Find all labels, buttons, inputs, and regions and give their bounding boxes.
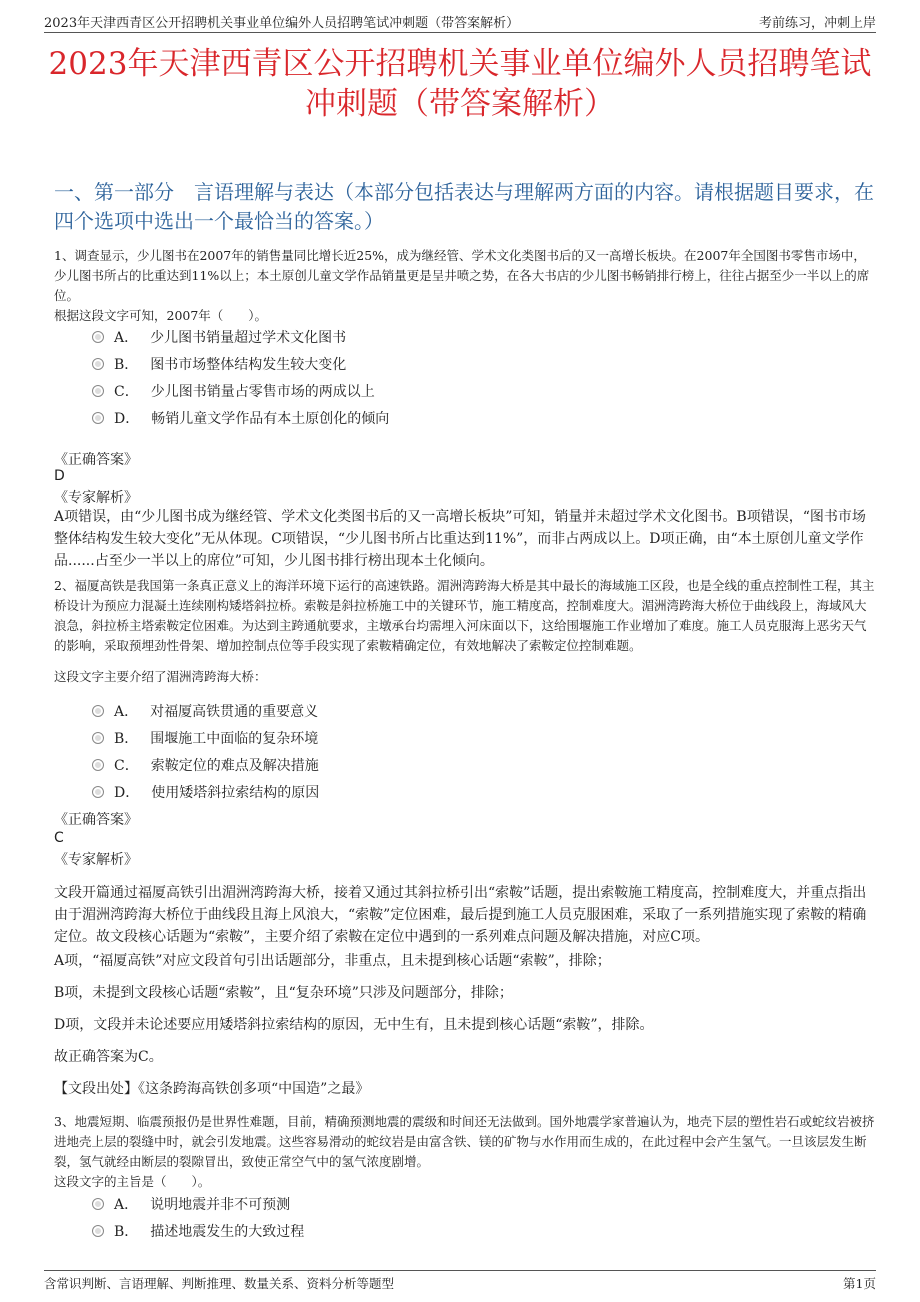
question-2-options	[92, 697, 876, 805]
question-2-analysis-d: D项，文段并未论述要应用矮塔斜拉索结构的原因，无中生有，且未提到核心话题“索鞍”，排除。	[54, 1017, 654, 1033]
question-2-stem: 2、福厦高铁是我国第一条真正意义上的海洋环境下运行的高速铁路。湄洲湾跨海大桥是其中最长的海域施工区段，也是全线的重点控制性工程，其主桥设计为预应力混凝土连续刚构矮塔斜拉桥。索鞍是斜拉桥施工中的关键环节，施工精度高，控制难度大。湄洲湾跨海大桥位于曲线段上，海域风大浪急，斜拉桥主塔索鞍定位困难。为达到主跨通航要求，主墩承台均需埋入河床面以下，这给围堰施工作业增加了难度。施工人员克服海上恶劣天气的影响，采取预埋劲性骨架、增加控制点位等手段实现了索鞍精确定位，有效地解决了索鞍定位控制难题。	[54, 578, 875, 653]
page-header	[44, 10, 876, 33]
question-2-option-c[interactable]: C． 索鞍定位的难点及解决措施	[92, 751, 876, 778]
radio-icon[interactable]	[92, 358, 104, 370]
question-1-analysis: A项错误，由“少儿图书成为继经管、学术文化类图书后的又一高增长板块”可知，销量并未超过学术文化图书。B项错误，“图书市场整体结构发生较大变化”无从体现。C项错误，“少儿图书所占比重达到11%”，而非占两成以上。D项正确，由“本土原创儿童文学作品......占至少一半以上的席位”可知，少儿图书排行榜出现本土化倾向。	[54, 509, 866, 569]
question-2-answer: C	[54, 830, 64, 846]
header-doc-title: 2023年天津西青区公开招聘机关事业单位编外人员招聘笔试冲刺题（带答案解析）	[44, 16, 520, 31]
question-2-conclusion: 故正确答案为C。	[54, 1049, 163, 1065]
question-1-option-c[interactable]: C． 少儿图书销量占零售市场的两成以上	[92, 377, 876, 404]
analysis-label: 《专家解析》	[54, 490, 138, 506]
question-3-prompt: 这段文字的主旨是（ ）。	[54, 1174, 211, 1189]
page-footer	[44, 1270, 876, 1291]
question-1-stem: 1、调查显示，少儿图书在2007年的销售量同比增长近25%，成为继经管、学术文化类图书后的又一高增长板块。在2007年全国图书零售市场中，少儿图书所占的比重达到11%以上；本土原创儿童文学作品销量更是呈井喷之势，在各大书店的少儿图书畅销排行榜上，往往占据至少一半以上的席位。	[54, 248, 870, 303]
radio-icon[interactable]	[92, 331, 104, 343]
radio-icon[interactable]	[92, 786, 104, 798]
question-2-option-b[interactable]: B． 围堰施工中面临的复杂环境	[92, 724, 876, 751]
question-1-option-d[interactable]: D． 畅销儿童文学作品有本土原创化的倾向	[92, 404, 876, 431]
radio-icon[interactable]	[92, 412, 104, 424]
question-2-analysis-a: A项，“福厦高铁”对应文段首句引出话题部分，非重点，且未提到核心话题“索鞍”，排除；	[54, 953, 611, 969]
question-2-option-a[interactable]: A． 对福厦高铁贯通的重要意义	[92, 697, 876, 724]
question-2-source: 【文段出处】《这条跨海高铁创多项“中国造”之最》	[54, 1081, 370, 1097]
section-heading: 一、第一部分 言语理解与表达（本部分包括表达与理解两方面的内容。请根据题目要求，在四个选项中选出一个最恰当的答案。）	[54, 180, 874, 233]
answer-label: 《正确答案》	[54, 452, 138, 468]
page-title: 2023年天津西青区公开招聘机关事业单位编外人员招聘笔试冲刺题（带答案解析）	[48, 46, 872, 122]
question-1-option-b[interactable]: B． 图书市场整体结构发生较大变化	[92, 350, 876, 377]
question-3-options	[92, 1190, 876, 1244]
page-number: 第1页	[843, 1276, 876, 1291]
radio-icon[interactable]	[92, 732, 104, 744]
question-1-text	[54, 246, 876, 326]
header-slogan: 考前练习，冲刺上岸	[758, 16, 876, 31]
question-1-answer: D	[54, 468, 65, 484]
radio-icon[interactable]	[92, 1198, 104, 1210]
analysis-label: 《专家解析》	[54, 852, 138, 868]
question-3-stem: 3、地震短期、临震预报仍是世界性难题，目前，精确预测地震的震级和时间还无法做到。国外地震学家普遍认为，地壳下层的塑性岩石或蛇纹岩被挤进地壳上层的裂缝中时，就会引发地震。这些容易滑动的蛇纹岩是由富含铁、镁的矿物与水作用而生成的，在此过程中会产生氢气。一旦该层发生断裂，氢气就经由断层的裂隙冒出，致使正常空气中的氢气浓度剧增。	[54, 1114, 875, 1169]
question-1-prompt: 根据这段文字可知，2007年（ ）。	[54, 308, 268, 323]
question-3-text	[54, 1112, 876, 1192]
question-2-prompt: 这段文字主要介绍了湄洲湾跨海大桥：	[54, 669, 267, 684]
radio-icon[interactable]	[92, 759, 104, 771]
question-3-option-b[interactable]: B． 描述地震发生的大致过程	[92, 1217, 876, 1244]
radio-icon[interactable]	[92, 1225, 104, 1237]
footer-description: 含常识判断、言语理解、判断推理、数量关系、资料分析等题型	[44, 1276, 395, 1291]
question-1-option-a[interactable]: A． 少儿图书销量超过学术文化图书	[92, 323, 876, 350]
question-2-option-d[interactable]: D． 使用矮塔斜拉索结构的原因	[92, 778, 876, 805]
question-3-option-a[interactable]: A． 说明地震并非不可预测	[92, 1190, 876, 1217]
answer-label: 《正确答案》	[54, 812, 138, 828]
question-2-analysis-b: B项，未提到文段核心话题“索鞍”，且“复杂环境”只涉及问题部分，排除；	[54, 985, 513, 1001]
question-2-analysis-summary: 文段开篇通过福厦高铁引出湄洲湾跨海大桥，接着又通过其斜拉桥引出“索鞍”话题，提出索鞍施工精度高，控制难度大，并重点指出由于湄洲湾跨海大桥位于曲线段且海上风浪大，“索鞍”定位困难，最后提到施工人员克服困难，采取了一系列措施实现了索鞍的精确定位。故文段核心话题为“索鞍”，主要介绍了索鞍在定位中遇到的一系列难点问题及解决措施，对应C项。	[54, 885, 867, 945]
radio-icon[interactable]	[92, 385, 104, 397]
radio-icon[interactable]	[92, 705, 104, 717]
question-1-options	[92, 323, 876, 431]
